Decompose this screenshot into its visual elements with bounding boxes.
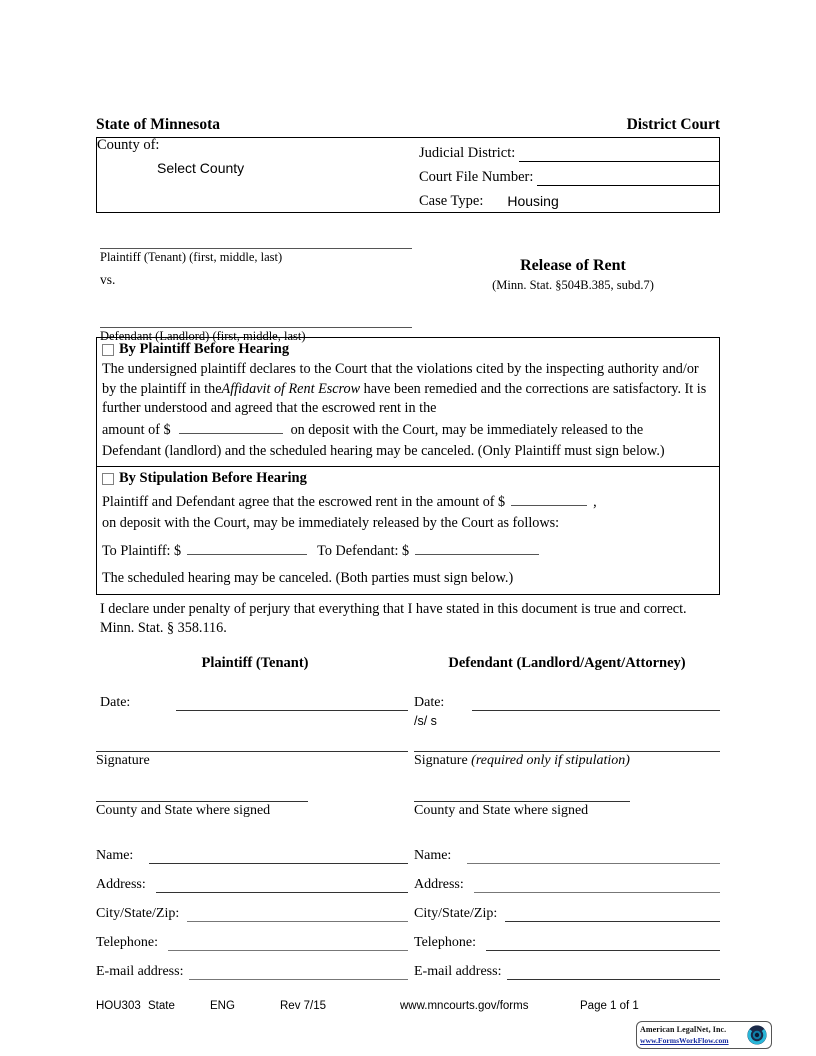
- by-plaintiff-text-3: on deposit with the Court, may be immediately released to the: [290, 421, 644, 438]
- american-legalnet-logo: [636, 1021, 772, 1049]
- plaintiff-address-label: Address:: [96, 876, 146, 892]
- defendant-signature-input[interactable]: [414, 731, 720, 752]
- plaintiff-email-field[interactable]: [189, 962, 408, 980]
- document-title: Release of Rent: [520, 257, 626, 274]
- defendant-telephone-row: [414, 922, 720, 951]
- distribution-row: [102, 540, 714, 563]
- plaintiff-telephone-row: [96, 922, 408, 951]
- document-statute: (Minn. Stat. §504B.385, subd.7): [492, 278, 654, 292]
- plaintiff-date-label: Date:: [100, 694, 131, 710]
- page-header: [96, 116, 720, 137]
- signature-columns: [96, 686, 720, 980]
- case-type-row: [419, 186, 719, 210]
- logo-text-block: [640, 1025, 746, 1046]
- court-title: District Court: [626, 116, 720, 133]
- defendant-telephone-label: Telephone:: [414, 934, 476, 950]
- defendant-date-row: [414, 686, 720, 711]
- plaintiff-amount-label: amount of $: [102, 421, 171, 438]
- by-plaintiff-text-4: Defendant (landlord) and the scheduled hearing may be canceled. (Only Plaintiff must sign below.): [102, 442, 665, 459]
- defendant-signature-heading: Defendant (Landlord/Agent/Attorney): [448, 654, 686, 671]
- by-stipulation-heading: By Stipulation Before Hearing: [119, 470, 307, 487]
- plaintiff-address-field[interactable]: [156, 875, 408, 893]
- plaintiff-signature-heading: Plaintiff (Tenant): [201, 654, 309, 671]
- party-column: [100, 235, 418, 343]
- by-stipulation-text-2: on deposit with the Court, may be immediately released by the Court as follows:: [102, 515, 560, 532]
- logo-company-name: American LegalNet, Inc.: [640, 1024, 727, 1034]
- defendant-county-state-caption: County and State where signed: [414, 802, 589, 818]
- defendant-email-label: E-mail address:: [414, 963, 502, 979]
- plaintiff-telephone-label: Telephone:: [96, 934, 158, 950]
- plaintiff-telephone-field[interactable]: [168, 933, 408, 951]
- judicial-district-label: Judicial District:: [419, 145, 516, 161]
- form-content: [96, 116, 720, 980]
- plaintiff-signature-caption: Signature: [96, 752, 150, 768]
- by-plaintiff-paragraph: [102, 360, 714, 419]
- defendant-county-state-input[interactable]: [414, 785, 630, 802]
- plaintiff-name-row: [96, 835, 408, 864]
- court-info-cell: [419, 138, 720, 213]
- plaintiff-email-row: [96, 951, 408, 980]
- court-file-number-input[interactable]: [537, 169, 719, 186]
- by-stipulation-text-3: The scheduled hearing may be canceled. (Both parties must sign below.): [102, 569, 514, 586]
- perjury-statement: I declare under penalty of perjury that everything that I have stated in this document is true and correct. Minn. Stat. § 358.116.: [100, 600, 687, 637]
- document-title-block: [426, 257, 720, 293]
- plaintiff-name-label: Name:: [96, 847, 134, 863]
- by-stipulation-checkbox[interactable]: [102, 473, 114, 485]
- plaintiff-date-row: [96, 686, 408, 711]
- section-by-stipulation: [97, 466, 719, 593]
- plaintiff-city-row: [96, 893, 408, 922]
- court-file-number-label: Court File Number:: [419, 169, 534, 185]
- stipulation-amount-row: [102, 491, 714, 514]
- plaintiff-amount-row: [102, 419, 714, 442]
- plaintiff-signature-input[interactable]: [96, 731, 408, 752]
- defendant-city-field[interactable]: [505, 904, 720, 922]
- logo-website[interactable]: www.FormsWorkFlow.com: [640, 1035, 729, 1045]
- page-footer: [96, 1000, 720, 1012]
- caption-table: [96, 137, 720, 213]
- by-stipulation-text-1-end: ,: [593, 494, 597, 511]
- plaintiff-date-input[interactable]: [176, 693, 408, 711]
- defendant-name-label: Name:: [414, 847, 452, 863]
- defendant-address-field[interactable]: [474, 875, 720, 893]
- to-plaintiff-input[interactable]: [187, 541, 307, 555]
- to-defendant-label: To Defendant: $: [317, 542, 410, 559]
- defendant-city-label: City/State/Zip:: [414, 905, 498, 921]
- defendant-city-row: [414, 893, 720, 922]
- plaintiff-city-label: City/State/Zip:: [96, 905, 180, 921]
- by-plaintiff-heading: By Plaintiff Before Hearing: [119, 341, 290, 357]
- defendant-name-row: [414, 835, 720, 864]
- to-defendant-input[interactable]: [415, 541, 539, 555]
- defendant-name-field[interactable]: [467, 846, 720, 864]
- section-by-plaintiff: [97, 338, 719, 466]
- by-plaintiff-text-1: The undersigned plaintiff declares to the Court that the violations cited by the inspecting authority and/or by the plaintiff in the: [102, 361, 699, 397]
- footer-form-code: HOU303: [96, 1000, 141, 1012]
- defendant-address-row: [414, 864, 720, 893]
- plaintiff-name-input[interactable]: [100, 235, 412, 249]
- defendant-email-field[interactable]: [507, 962, 720, 980]
- case-type-label: Case Type:: [419, 193, 484, 209]
- plaintiff-city-field[interactable]: [187, 904, 408, 922]
- footer-page-number: Page 1 of 1: [580, 1000, 639, 1012]
- county-select-value[interactable]: Select County: [157, 160, 245, 176]
- defendant-signature-caption: [414, 752, 720, 769]
- footer-url[interactable]: www.mncourts.gov/forms: [400, 1000, 529, 1012]
- plaintiff-signature-column: [96, 686, 414, 980]
- defendant-date-label: Date:: [414, 694, 445, 710]
- by-plaintiff-heading-row[interactable]: [102, 341, 714, 358]
- defendant-telephone-field[interactable]: [486, 933, 720, 951]
- plaintiff-amount-input[interactable]: [179, 420, 283, 434]
- defendant-caption: Defendant (Landlord) (first, middle, last): [100, 329, 306, 343]
- footer-language: ENG: [210, 1000, 235, 1012]
- court-file-number-row: [419, 162, 719, 186]
- plaintiff-county-state-input[interactable]: [96, 785, 308, 802]
- judicial-district-row: [419, 138, 719, 162]
- plaintiff-caption: Plaintiff (Tenant) (first, middle, last): [100, 250, 283, 264]
- defendant-contact-block: [414, 835, 720, 980]
- to-plaintiff-label: To Plaintiff: $: [102, 542, 182, 559]
- state-title: State of Minnesota: [96, 116, 220, 133]
- affidavit-reference: Affidavit of Rent Escrow: [221, 380, 361, 397]
- versus-label: vs.: [100, 272, 116, 287]
- party-title-block: [96, 235, 720, 343]
- legalnet-swirl-icon: [746, 1024, 768, 1046]
- defendant-signature-caption-text: Signature: [414, 752, 472, 768]
- by-stipulation-text-1: Plaintiff and Defendant agree that the escrowed rent in the amount of $: [102, 494, 506, 511]
- declaration-sections: [96, 337, 720, 595]
- county-label: County of:: [97, 137, 160, 153]
- defendant-signature-note: (required only if stipulation): [471, 752, 630, 768]
- by-plaintiff-checkbox[interactable]: [102, 344, 114, 356]
- defendant-name-input[interactable]: [100, 314, 412, 328]
- county-cell: [97, 138, 420, 213]
- plaintiff-county-state-caption: County and State where signed: [96, 802, 271, 818]
- defendant-address-label: Address:: [414, 876, 464, 892]
- by-plaintiff-text-2: have been remedied and the corrections are satisfactory. It is further understood and agreed that the escrowed rent in the: [102, 380, 707, 417]
- signature-headings: [96, 655, 720, 672]
- plaintiff-address-row: [96, 864, 408, 893]
- by-stipulation-heading-row[interactable]: [102, 470, 714, 487]
- plaintiff-name-field[interactable]: [149, 846, 408, 864]
- footer-scope: State: [148, 1000, 175, 1012]
- defendant-email-row: [414, 951, 720, 980]
- defendant-signature-value: /s/ s: [414, 713, 437, 728]
- judicial-district-input[interactable]: [519, 145, 719, 162]
- footer-revision: Rev 7/15: [280, 1000, 327, 1012]
- stipulation-amount-input[interactable]: [511, 492, 587, 506]
- defendant-signature-column: [414, 686, 720, 980]
- case-type-value: Housing: [507, 193, 559, 209]
- plaintiff-email-label: E-mail address:: [96, 963, 184, 979]
- plaintiff-contact-block: [96, 835, 408, 980]
- defendant-date-input[interactable]: [472, 693, 720, 711]
- footer-row: [96, 1000, 720, 1012]
